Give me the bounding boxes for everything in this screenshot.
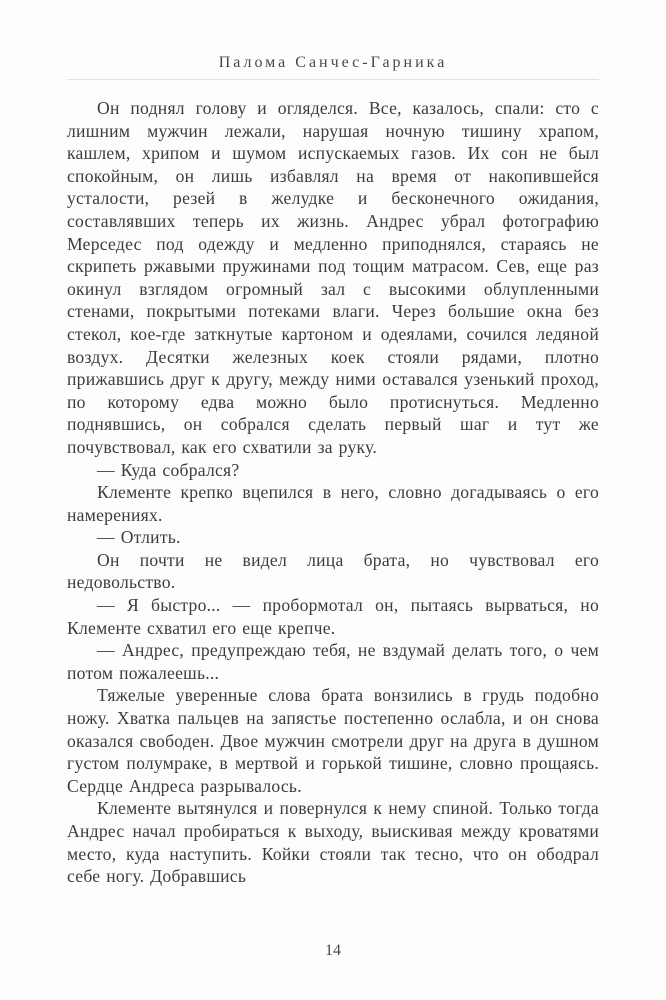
paragraph: Тяжелые уверенные слова брата вонзились в грудь подобно ножу. Хватка пальцев на запястье постепенно ослабла, и он снова оказался свободен. Двое мужчин смотрели друг на друга в душном густом полумраке, в мертвой и горькой тишине, словно прощаясь. Сердце Андреса разрывалось.	[67, 685, 599, 796]
paragraph: Он поднял голову и огляделся. Все, казалось, спали: сто с лишним мужчин лежали, нарушая ночную тишину храпом, кашлем, хрипом и шумом испускаемых газов. Их сон не был спокойным, он лишь избавлял на время от накопившейся усталости, резей в желудке и бесконечного ожидания, составлявших теперь их жизнь. Андрес убрал фотографию Мерседес под одежду и медленно приподнялся, стараясь не скрипеть ржавыми пружинами под тощим матрасом. Сев, еще раз окинул взглядом огромный зал с высокими облупленными стенами, покрытыми потеками влаги. Через большие окна без стекол, кое-где заткнутые картоном и одеялами, сочился ледяной воздух. Десятки железных коек стояли рядами, плотно прижавшись друг к другу, между ними оставался узенький проход, по которому едва можно было протиснуться. Медленно поднявшись, он собрался сделать первый шаг и тут же почувствовал, как его схватили за руку.	[67, 98, 599, 457]
paragraph: — Я быстро... — пробормотал он, пытаясь вырваться, но Клементе схватил его еще крепче.	[67, 595, 599, 638]
header-rule	[67, 79, 599, 80]
paragraph: — Отлить.	[97, 527, 181, 548]
paragraph: — Андрес, предупреждаю тебя, не вздумай делать того, о чем потом пожалеешь...	[67, 640, 599, 683]
page-footer	[0, 942, 666, 960]
paragraph: Он почти не видел лица брата, но чувствовал его недовольство.	[67, 549, 599, 593]
page-number: 14	[325, 942, 341, 959]
author-name: Палома Санчес-Гарника	[218, 54, 448, 71]
paragraph: Клементе крепко вцепился в него, словно догадываясь о его намерениях.	[67, 482, 599, 525]
paragraph: Клементе вытянулся и повернулся к нему спиной. Только тогда Андрес начал пробираться к выходу, выискивая между кроватями место, куда наступить. Койки стояли так тесно, что он ободрал себе ногу. Добравшись	[67, 798, 599, 887]
book-header	[0, 0, 666, 80]
paragraph: — Куда собрался?	[97, 459, 240, 480]
text-body	[67, 97, 599, 888]
